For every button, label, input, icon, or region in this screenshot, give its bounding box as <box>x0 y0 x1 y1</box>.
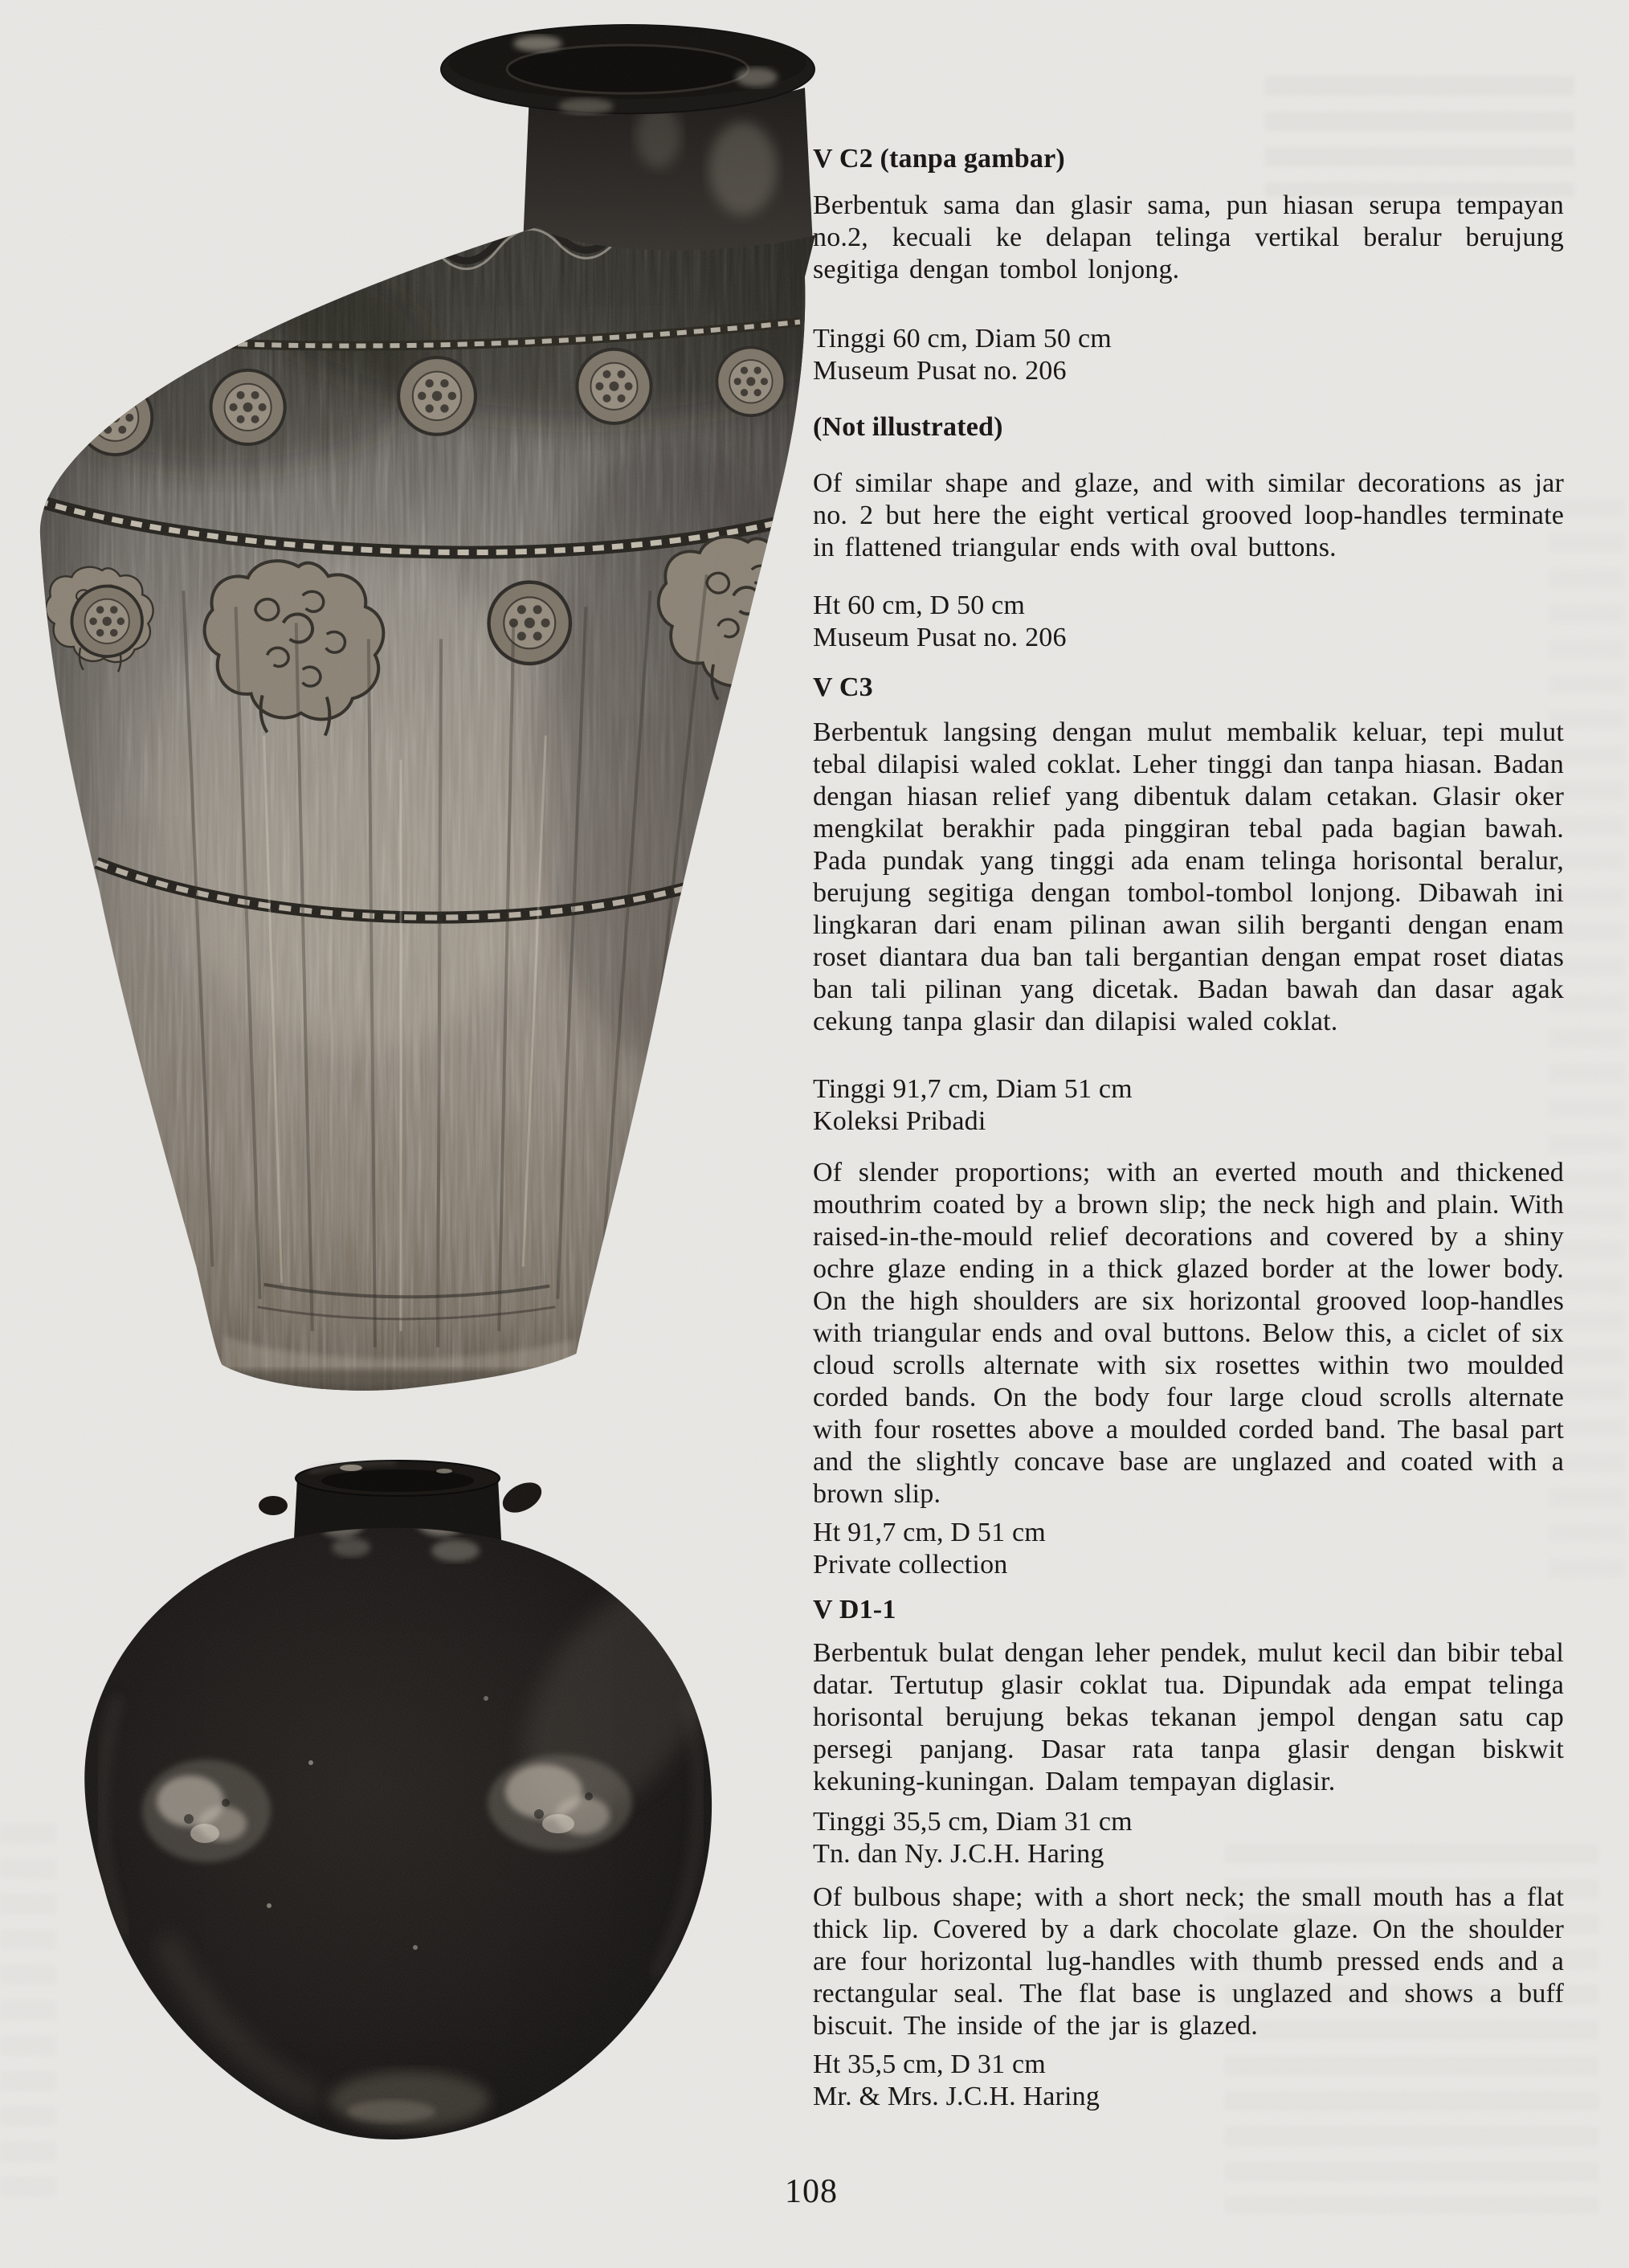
tall-jar-mouth <box>441 25 814 114</box>
vd11-dimensions-indonesian <box>813 1806 1564 1870</box>
vd11-description-indonesian: Berbentuk bulat dengan leher pendek, mulut kecil dan bibir tebal datar. Tertutup glasir coklat tua. Dipundak ada empat telinga horisontal berujung bekas tekanan jempol dengan satu cap persegi panjang. Dasar rata tanpa glasir dengan biskwit kekuning-kuningan. Dalam tempayan diglasir. <box>813 1638 1564 1796</box>
dimension-line: Tinggi 91,7 cm, Diam 51 cm <box>813 1074 1133 1104</box>
vc3-dimensions-indonesian <box>813 1073 1564 1138</box>
dimension-line: Ht 91,7 cm, D 51 cm <box>813 1518 1046 1547</box>
entry-heading-vc2: V C2 (tanpa gambar) <box>813 144 1065 174</box>
vd11-description-english: Of bulbous shape; with a short neck; the small mouth has a flat thick lip. Covered by a dark chocolate glaze. On the shoulder are four horizontal lug-handles with thumb pressed ends and a rectangular seal. The flat base is unglazed and shows a buff biscuit. The inside of the jar is glazed. <box>813 1882 1564 2041</box>
vd11-dimensions-english <box>813 2049 1564 2113</box>
bulbous-jar-photo <box>68 1456 727 2151</box>
collection-line: Museum Pusat no. 206 <box>813 356 1067 386</box>
collection-line: Mr. & Mrs. J.C.H. Haring <box>813 2082 1100 2111</box>
vc3-dimensions-english <box>813 1517 1564 1581</box>
entry-heading-vc3: V C3 <box>813 672 873 702</box>
collection-line: Tn. dan Ny. J.C.H. Haring <box>813 1839 1104 1869</box>
vc3-description-indonesian: Berbentuk langsing dengan mulut membalik keluar, tepi mulut tebal dilapisi waled coklat. Leher tinggi dan tanpa hiasan. Badan dengan hiasan relief yang dibentuk dalam cetakan. Glasir oker mengkilat berakhir pada pinggiran tebal pada bagian bawah. Pada pundak yang tinggi ada enam telinga horisontal beralur, berujung segitiga dengan tombol-tombol lonjong. Dibawah ini lingkaran dari enam pilinan awan silih berganti dengan enam roset diantara dua ban tali bergantian dengan empat roset diatas ban tali pilinan yang dicetak. Badan bawah dan dasar agak cekung tanpa glasir dan dilapisi waled coklat. <box>813 717 1564 1036</box>
tall-jar-illustration <box>22 11 819 1400</box>
page-number: 108 <box>785 2173 838 2210</box>
dimension-line: Tinggi 35,5 cm, Diam 31 cm <box>813 1807 1133 1837</box>
neck-lug <box>498 1477 547 1519</box>
collection-line: Private collection <box>813 1550 1008 1579</box>
not-illustrated-heading: (Not illustrated) <box>813 412 1003 442</box>
dimension-line: Ht 35,5 cm, D 31 cm <box>813 2049 1046 2079</box>
bulbous-jar-illustration <box>68 1456 727 2151</box>
text-column <box>813 143 1564 2113</box>
dimension-line: Tinggi 60 cm, Diam 50 cm <box>813 324 1112 353</box>
dimension-line: Ht 60 cm, D 50 cm <box>813 590 1026 620</box>
vc2-description-english: Of similar shape and glaze, and with similar decorations as jar no. 2 but here the eight vertical grooved loop-handles terminate in flattened triangular ends with oval buttons. <box>813 468 1564 562</box>
bleed-through-bottom-left <box>0 1824 56 2209</box>
entry-heading-vd11: V D1-1 <box>813 1595 896 1624</box>
vc2-description-indonesian: Berbentuk sama dan glasir sama, pun hiasan serupa tempayan no.2, kecuali ke delapan telinga vertikal beralur berujung segitiga dengan tombol lonjong. <box>813 190 1564 284</box>
collection-line: Museum Pusat no. 206 <box>813 623 1067 652</box>
collection-line: Koleksi Pribadi <box>813 1106 986 1136</box>
bulbous-jar-body <box>68 1456 727 2151</box>
vc2-dimensions-english <box>813 590 1564 654</box>
tall-jar-photo <box>22 11 819 1400</box>
vc3-description-english: Of slender proportions; with an everted mouth and thickened mouthrim coated by a brown slip; the neck high and plain. With raised-in-the-mould relief decorations and covered by a shiny ochre glaze ending in a thick glazed border at the lower body. On the high shoulders are six horizontal grooved loop-handles with triangular ends and oval buttons. Below this, a ciclet of six cloud scrolls alternate with six rosettes within two moulded corded bands. On the body four large cloud scrolls alternate with four rosettes above a moulded corded band. The basal part and the slightly concave base are unglazed and coated with a brown slip. <box>813 1158 1564 1509</box>
shoulder-lug <box>127 202 233 294</box>
vc2-dimensions-indonesian <box>813 323 1564 387</box>
